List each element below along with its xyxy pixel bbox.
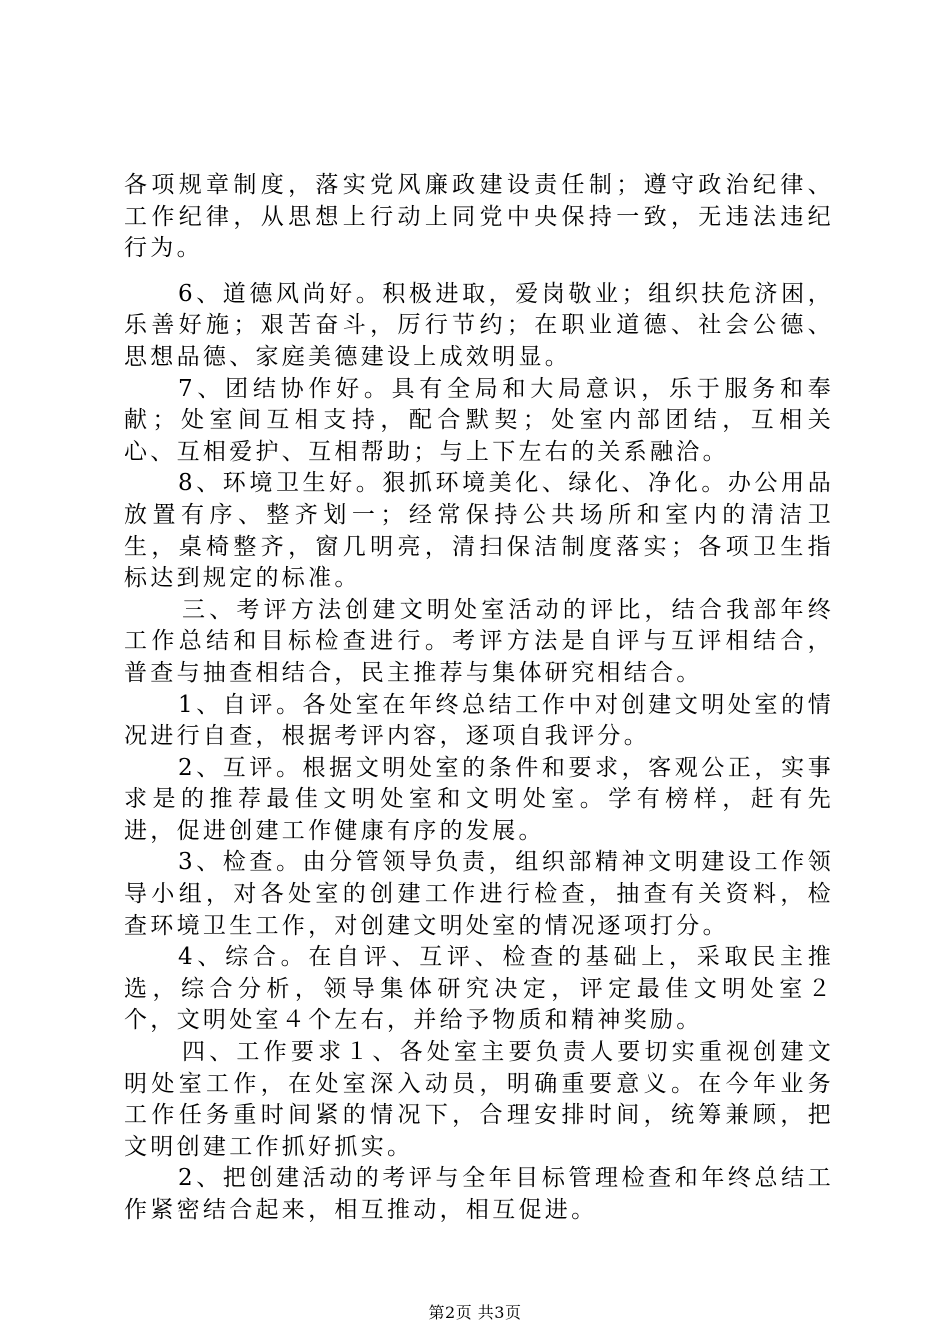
document-body bbox=[124, 170, 834, 1227]
paragraph-self-evaluation: 1、自评。各处室在年终总结工作中对创建文明处室的情况进行自查，根据考评内容，逐项自我评分。 bbox=[124, 691, 834, 750]
paragraph-item-7: 7、团结协作好。具有全局和大局意识，乐于服务和奉献；处室间互相支持，配合默契；处室内部团结，互相关心、互相爱护、互相帮助；与上下左右的关系融洽。 bbox=[124, 375, 834, 465]
paragraph-item-6: 6、道德风尚好。积极进取，爱岗敬业；组织扶危济困，乐善好施；艰苦奋斗，厉行节约；在职业道德、社会公德、思想品德、家庭美德建设上成效明显。 bbox=[124, 280, 834, 370]
paragraph-inspection: 3、检查。由分管领导负责，组织部精神文明建设工作领导小组，对各处室的创建工作进行检查，抽查有关资料，检查环境卫生工作，对创建文明处室的情况逐项打分。 bbox=[124, 849, 834, 939]
paragraph-requirement-2: 2、把创建活动的考评与全年目标管理检查和年终总结工作紧密结合起来，相互推动，相互促进。 bbox=[124, 1165, 834, 1223]
paragraph-section-3: 三、考评方法创建文明处室活动的评比，结合我部年终工作总结和目标检查进行。考评方法是自评与互评相结合，普查与抽查相结合，民主推荐与集体研究相结合。 bbox=[124, 596, 834, 686]
paragraph-continued: 各项规章制度，落实党风廉政建设责任制；遵守政治纪律、工作纪律，从思想上行动上同党中央保持一致，无违法违纪行为。 bbox=[124, 172, 834, 262]
paragraph-synthesis: 4、综合。在自评、互评、检查的基础上，采取民主推选，综合分析，领导集体研究决定，评定最佳文明处室２个，文明处室４个左右，并给予物质和精神奖励。 bbox=[124, 944, 834, 1034]
page-number-footer: 第2页 共3页 bbox=[428, 1303, 522, 1322]
paragraph-section-4: 四、工作要求１、各处室主要负责人要切实重视创建文明处室工作，在处室深入动员，明确重要意义。在今年业务工作任务重时间紧的情况下，合理安排时间，统筹兼顾，把文明创建工作抓好抓实。 bbox=[124, 1039, 834, 1160]
paragraph-item-8: 8、环境卫生好。狠抓环境美化、绿化、净化。办公用品放置有序、整齐划一；经常保持公共场所和室内的清洁卫生，桌椅整齐，窗几明亮，清扫保洁制度落实；各项卫生指标达到规定的标准。 bbox=[124, 470, 834, 592]
paragraph-peer-evaluation: 2、互评。根据文明处室的条件和要求，客观公正，实事求是的推荐最佳文明处室和文明处室。学有榜样，赶有先进，促进创建工作健康有序的发展。 bbox=[124, 754, 834, 844]
